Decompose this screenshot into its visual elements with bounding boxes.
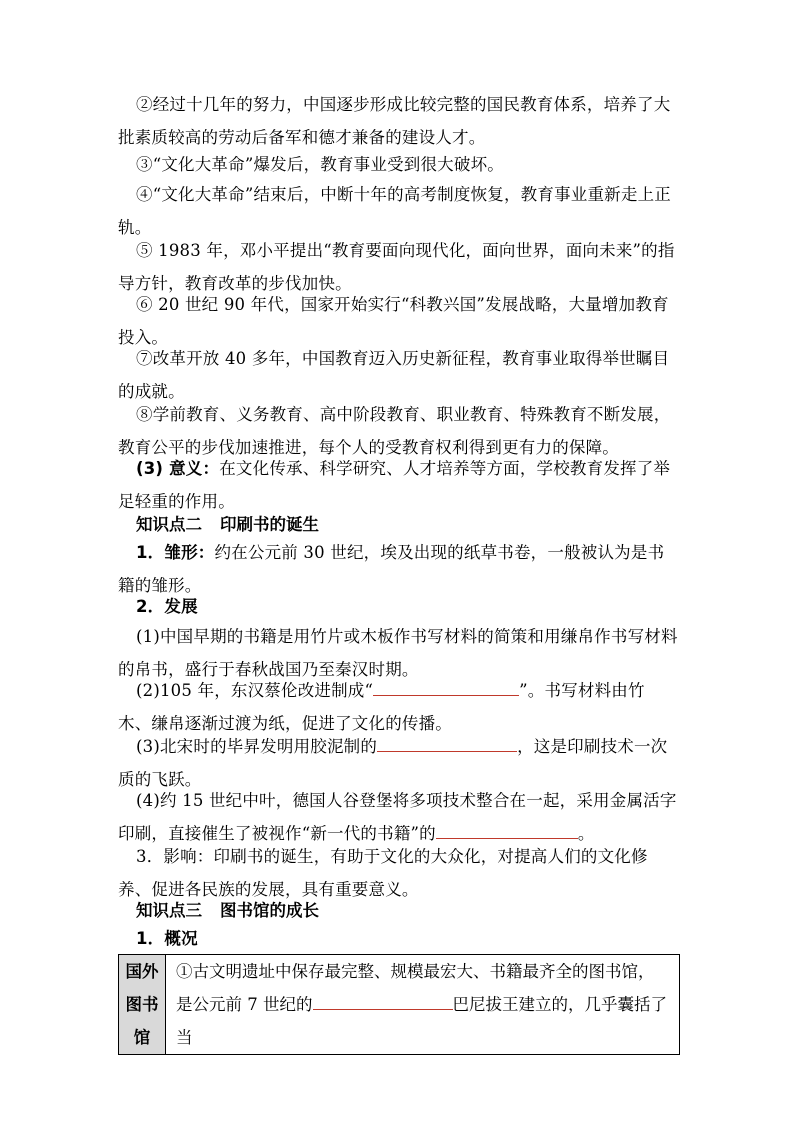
embryo-text: 约在公元前 30 世纪，埃及出现的纸草书卷，一般被认为是书籍的雏形。 — [118, 543, 665, 595]
para-text: ”。书写材料由竹木、缣帛逐渐过渡为纸，促进了文化的传播。 — [118, 681, 645, 733]
cell-text: ①古文明遗址中保存最完整、规模最宏大、书籍最齐全的图书馆，是公元前 7 世纪的 — [176, 962, 655, 1014]
significance-label: (3) 意义： — [136, 459, 220, 478]
para-text: ⑦改革开放 40 多年，中国教育迈入历史新征程，教育事业取得举世瞩目的成就。 — [118, 349, 670, 401]
para-text: ，这是印刷技术一次质的飞跃。 — [118, 737, 668, 789]
para-text: ⑤ 1983 年，邓小平提出“教育要面向现代化，面向世界，面向未来”的指导方针，教育改革的步伐加快。 — [118, 241, 675, 293]
para-text: (2)105 年，东汉蔡伦改进制成“ — [136, 681, 374, 700]
row-header-text: 国外 — [125, 962, 159, 981]
para-text: ⑧学前教育、义务教育、高中阶段教育、职业教育、特殊教育不断发展，教育公平的步伐加速推进，每个人的受教育权利得到更有力的保障。 — [118, 405, 671, 457]
section-2-title: 印刷书的诞生 — [220, 515, 319, 534]
fill-blank[interactable] — [436, 818, 578, 839]
section-2-number: 知识点二 — [136, 515, 202, 534]
overview-heading — [118, 922, 678, 955]
fill-blank[interactable] — [373, 675, 519, 696]
fill-blank[interactable] — [313, 989, 453, 1010]
para-text: (4)约 15 世纪中叶，德国人谷登堡将多项技术整合在一起，采用金属活字印刷，直接催生了被视作“新一代的书籍”的 — [118, 791, 677, 843]
development-heading — [118, 590, 678, 623]
overview-label: 1．概况 — [136, 929, 198, 948]
para-text: ⑥ 20 世纪 90 年代，国家开始实行“科教兴国”发展战略，大量增加教育投入。 — [118, 295, 669, 347]
para-text: ②经过十几年的努力，中国逐步形成比较完整的国民教育体系，培养了大批素质较高的劳动后备军和德才兼备的建设人才。 — [118, 95, 671, 147]
development-label: 2．发展 — [136, 597, 198, 616]
section-3-number: 知识点三 — [136, 901, 202, 920]
para-item-2 — [118, 88, 678, 154]
library-table — [118, 954, 680, 1055]
cell-text: 巴尼拔王建立的，几乎囊括了当 — [176, 995, 667, 1047]
table-row-header — [119, 955, 166, 1055]
table-row — [119, 955, 680, 1055]
significance-text: 在文化传承、科学研究、人才培养等方面，学校教育发挥了举足轻重的作用。 — [118, 459, 671, 511]
para-text: 。 — [577, 824, 595, 843]
para-text: (1)中国早期的书籍是用竹片或木板作书写材料的简策和用缣帛作书写材料的帛书，盛行于春秋战国乃至秦汉时期。 — [118, 627, 678, 679]
para-text: ④“文化大革命”结束后，中断十年的高考制度恢复，教育事业重新走上正轨。 — [118, 185, 671, 237]
para-item-3 — [118, 148, 678, 181]
fill-blank[interactable] — [377, 731, 517, 752]
para-text: (3)北宋时的毕昇发明用胶泥制的 — [136, 737, 378, 756]
embryo-label: 1．雏形： — [136, 543, 215, 562]
row-header-text: 图书 — [125, 995, 159, 1014]
impact-text: 3．影响：印刷书的诞生，有助于文化的大众化，对提高人们的文化修养、促进各民族的发展，具有重要意义。 — [118, 847, 648, 899]
para-text: ③“文化大革命”爆发后，教育事业受到很大破坏。 — [136, 155, 504, 174]
section-3-title: 图书馆的成长 — [220, 901, 319, 920]
table-cell — [166, 955, 680, 1055]
row-header-text: 馆 — [133, 1028, 151, 1047]
